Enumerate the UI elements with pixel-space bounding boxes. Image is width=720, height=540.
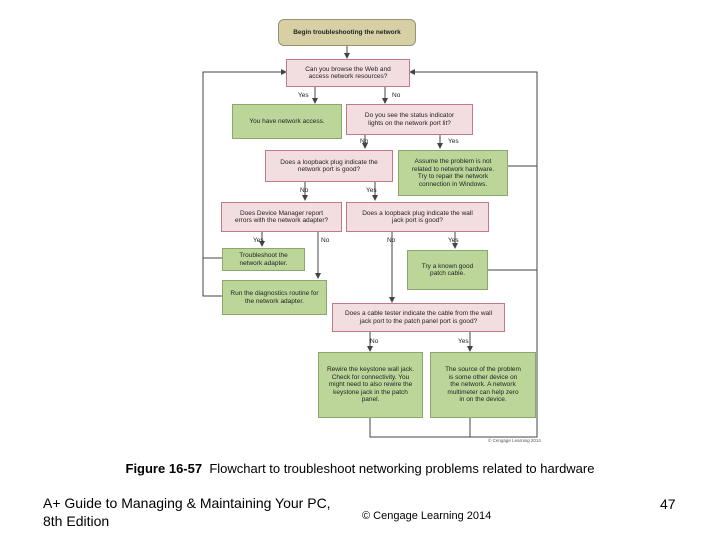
- figure-caption-text: Flowchart to troubleshoot networking problems related to hardware: [209, 461, 595, 476]
- start-box: Begin troubleshooting the network: [278, 19, 416, 46]
- answer-patch-cable: Try a known good patch cable.: [407, 250, 488, 290]
- figure-number: Figure 16-57: [125, 461, 203, 476]
- label-no-tester: No: [370, 338, 379, 345]
- answer-troubleshoot-adapter: Troubleshoot the network adapter.: [222, 248, 305, 271]
- label-no-loopback-port: No: [300, 187, 309, 194]
- question-loopback-port: Does a loopback plug indicate the network port is good?: [265, 150, 393, 182]
- diagram-credit: © Cengage Learning 2014: [488, 438, 541, 443]
- label-yes-loopback-port: Yes: [366, 187, 377, 194]
- label-yes-status: Yes: [448, 138, 459, 145]
- answer-rewire-jack: Rewire the keystone wall jack. Check for connectivity. You might need to also rewire the keystone jack in the patch panel.: [318, 352, 423, 418]
- answer-assume-not-hardware: Assume the problem is not related to network hardware. Try to repair the network connection in Windows.: [398, 150, 508, 196]
- label-no-wall: No: [387, 237, 396, 244]
- question-browse-web: Can you browse the Web and access network resources?: [286, 59, 410, 87]
- question-loopback-wall: Does a loopback plug indicate the wall jack port is good?: [346, 202, 489, 232]
- label-no-devmgr: No: [321, 237, 330, 244]
- book-title: A+ Guide to Managing & Maintaining Your PC, 8th Edition: [43, 495, 331, 529]
- label-yes-tester: Yes: [458, 338, 469, 345]
- label-yes-wall: Yes: [448, 237, 459, 244]
- answer-network-access: You have network access.: [232, 104, 342, 139]
- answer-run-diagnostics: Run the diagnostics routine for the network adapter.: [222, 280, 327, 315]
- label-no-status: No: [360, 138, 369, 145]
- question-device-manager: Does Device Manager report errors with the network adapter?: [221, 202, 342, 232]
- question-cable-tester: Does a cable tester indicate the cable from the wall jack port to the patch panel port is good?: [332, 303, 505, 332]
- question-status-lights: Do you see the status indicator lights on the network port lit?: [346, 104, 473, 135]
- figure-caption: [0, 461, 720, 476]
- label-yes-browse: Yes: [298, 92, 309, 99]
- label-yes-devmgr: Yes: [253, 237, 264, 244]
- publisher-credit: © Cengage Learning 2014: [362, 510, 492, 522]
- answer-other-device: The source of the problem is some other device on the network. A network multimeter can help zero in on the device.: [430, 352, 536, 418]
- page-number: 47: [660, 496, 676, 512]
- label-no-browse: No: [392, 92, 401, 99]
